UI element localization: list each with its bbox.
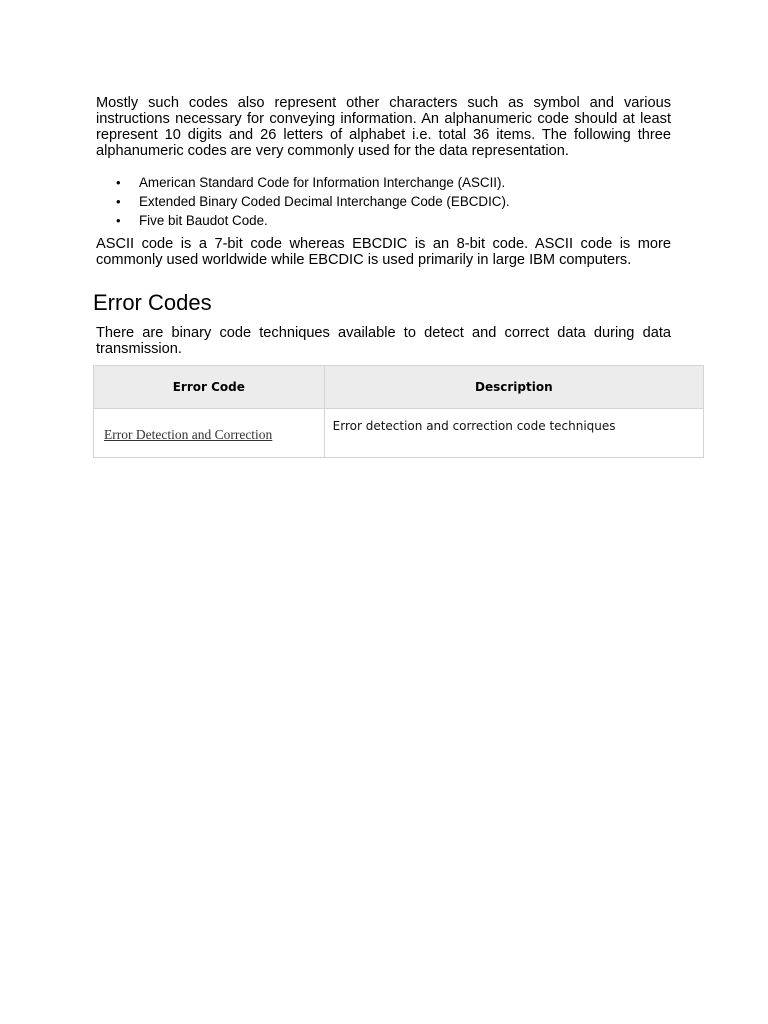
list-item-text: American Standard Code for Information Interchange (ASCII).: [139, 175, 506, 190]
list-item: [96, 194, 676, 213]
column-header-description: Description: [324, 366, 703, 409]
section-heading: Error Codes: [93, 290, 212, 315]
bullet-icon: •: [116, 175, 121, 190]
comparison-paragraph: ASCII code is a 7-bit code whereas EBCDIC is an 8-bit code. ASCII code is more commonly used worldwide while EBCDIC is used primarily in large IBM computers.: [96, 236, 671, 268]
list-item: [96, 213, 676, 232]
list-item-text: Five bit Baudot Code.: [139, 213, 268, 228]
table-cell-description: [324, 409, 703, 458]
table-header-row: [94, 366, 704, 409]
error-codes-table: [93, 365, 704, 458]
intro-paragraph: Mostly such codes also represent other characters such as symbol and various instructions necessary for conveying information. An alphanumeric code should at least represent 10 digits and 26 letters of alphabet i.e. total 36 items. The following three alphanumeric codes are very commonly used for the data representation.: [96, 95, 671, 159]
list-item: [96, 175, 676, 194]
error-section-paragraph: There are binary code techniques available to detect and correct data during data transmission.: [96, 325, 671, 357]
alphanumeric-codes-list: [96, 175, 676, 232]
table-cell-code: [94, 409, 325, 458]
list-item-text: Extended Binary Coded Decimal Interchange Code (EBCDIC).: [139, 194, 510, 209]
bullet-icon: •: [116, 213, 121, 228]
table-row: [94, 409, 704, 458]
error-detection-link[interactable]: Error Detection and Correction: [104, 427, 273, 442]
description-text: Error detection and correction code techniques: [332, 419, 616, 433]
bullet-icon: •: [116, 194, 121, 209]
column-header-error-code: Error Code: [94, 366, 325, 409]
